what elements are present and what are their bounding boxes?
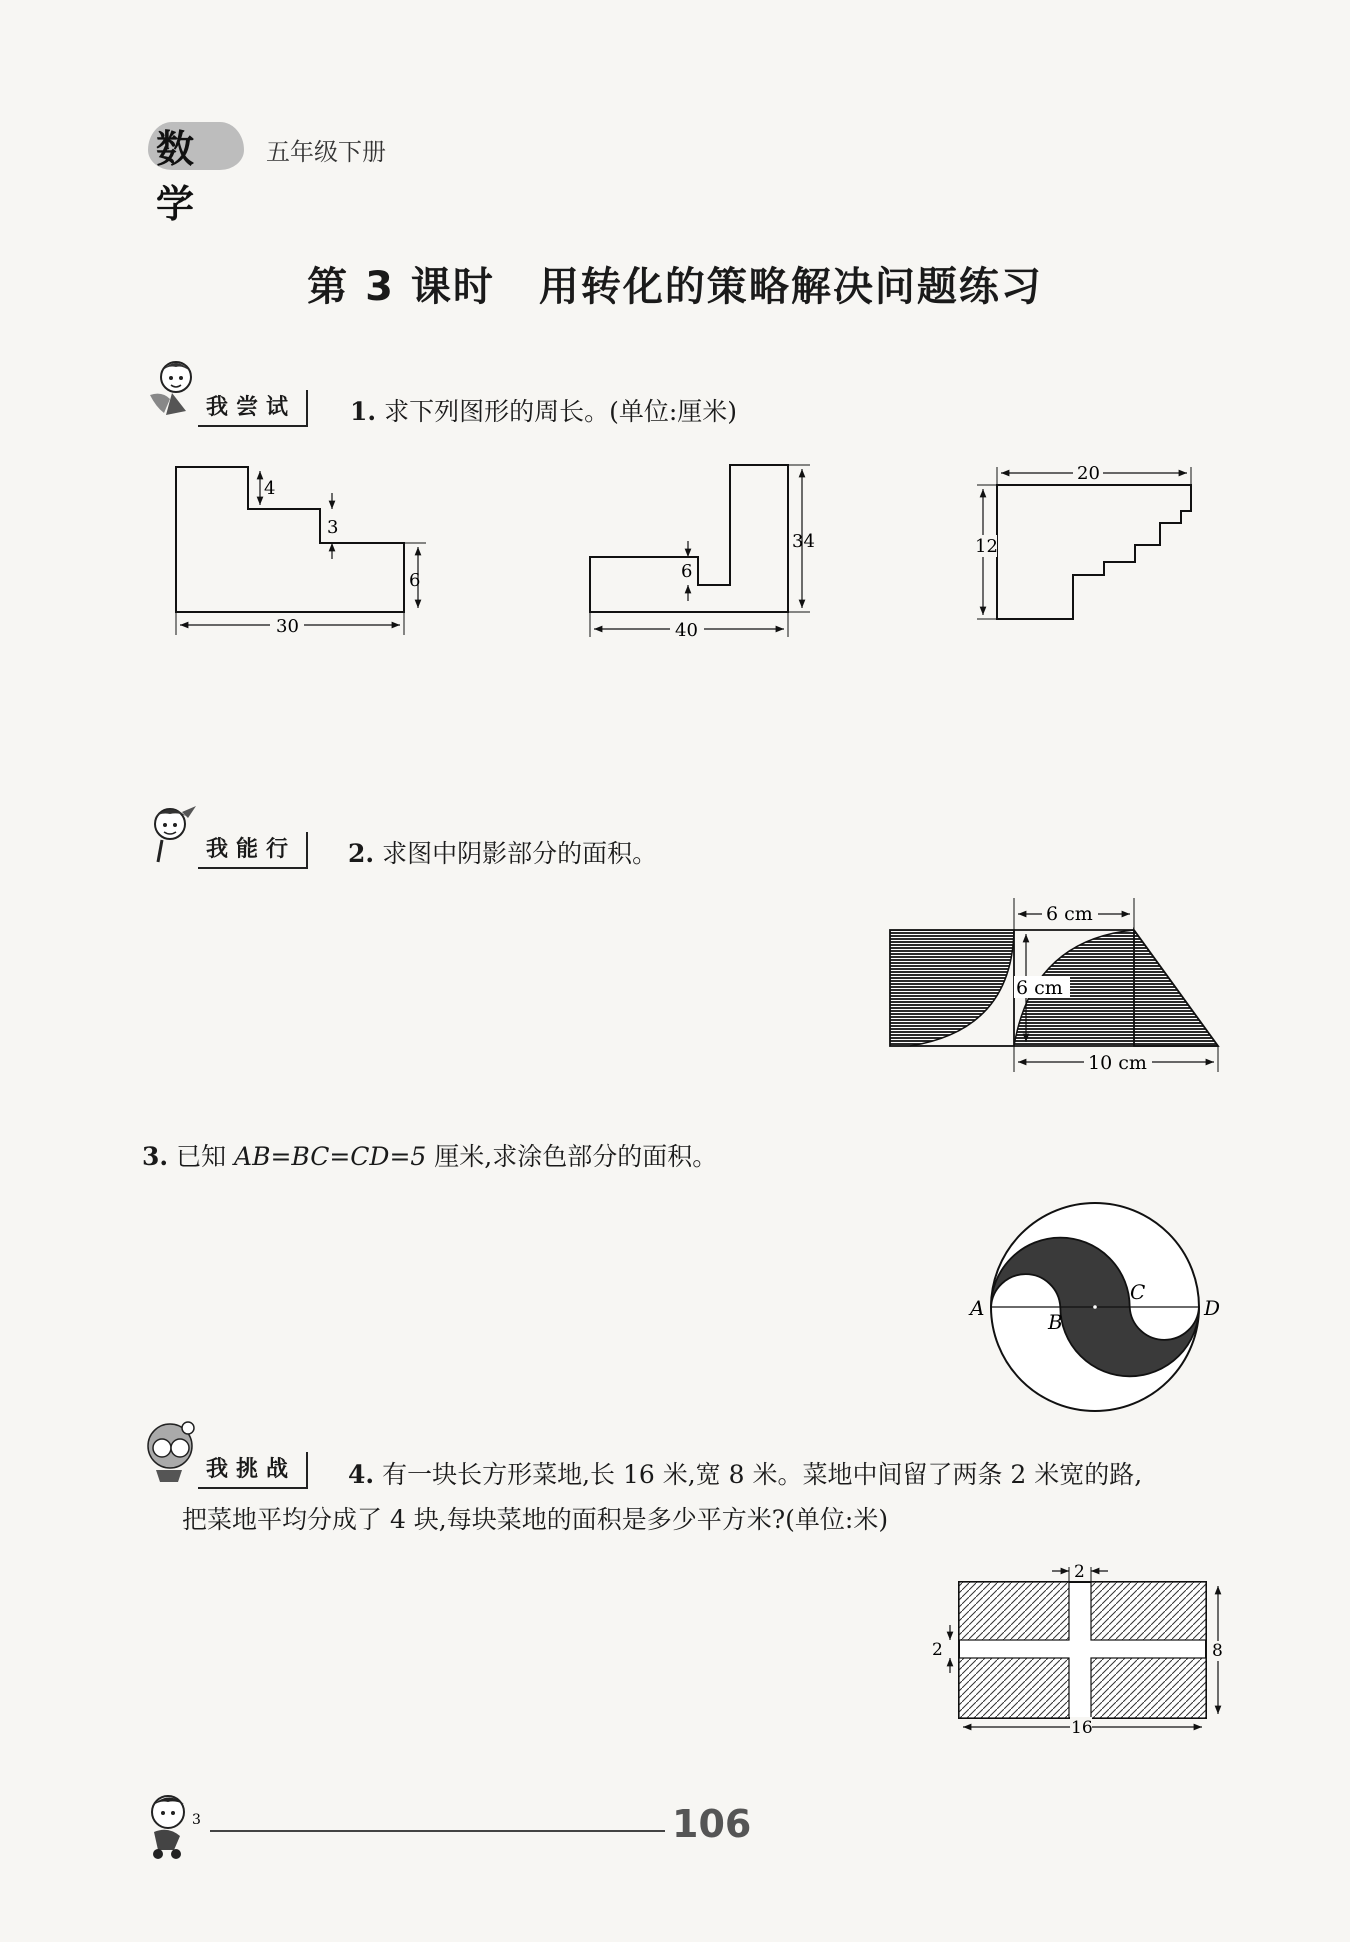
figure-4-plot-2 (1091, 1582, 1206, 1640)
grade-label: 五年级下册 (266, 138, 386, 166)
section-tag-challenge: 我挑战 (198, 1452, 308, 1489)
question-4-text-1: 有一块长方形菜地,长 16 米,宽 8 米。菜地中间留了两条 2 米宽的路, (382, 1460, 1143, 1489)
figure-4-label-width: 8 (1212, 1641, 1223, 1661)
question-4-number: 4. (348, 1460, 375, 1489)
question-3-number: 3. (142, 1142, 169, 1171)
figure-3-label-d: D (1204, 1296, 1220, 1320)
question-3-post: 厘米,求涂色部分的面积。 (426, 1142, 718, 1171)
question-2 (348, 834, 657, 870)
figure-2-label-top: 6 cm (1046, 903, 1093, 925)
mascot-pair-icon (142, 1418, 200, 1484)
question-1 (350, 392, 737, 428)
lesson-number: 第 3 课时 (307, 264, 495, 310)
figure-3-label-b: B (1048, 1310, 1063, 1334)
question-2-number: 2. (348, 839, 375, 868)
lesson-title (0, 255, 1350, 312)
figure-1a-label-3: 3 (327, 517, 339, 538)
figure-4-label-road-v: 2 (1074, 1562, 1085, 1582)
figure-3 (960, 1195, 1220, 1420)
page-number: 106 (672, 1802, 752, 1846)
section-tag-try: 我尝试 (198, 390, 308, 427)
figure-4 (920, 1555, 1230, 1735)
figure-4-plot-1 (959, 1582, 1069, 1640)
figure-1b (570, 455, 840, 655)
figure-3-label-c: C (1130, 1280, 1146, 1304)
figure-3-label-a: A (970, 1296, 985, 1320)
figure-1c (975, 455, 1215, 630)
figure-1a-label-30: 30 (276, 616, 299, 637)
figure-1a-label-4: 4 (264, 478, 276, 499)
figure-1c-shape (997, 485, 1191, 619)
figure-2-label-side: 6 cm (1016, 977, 1063, 999)
question-3-equation: AB=BC=CD=5 (234, 1142, 427, 1171)
figure-4-label-length: 16 (1071, 1718, 1093, 1735)
figure-4-plot-4 (1091, 1658, 1206, 1718)
figure-1b-label-34: 34 (792, 531, 815, 552)
mascot-girl-icon (142, 355, 200, 421)
figure-1c-label-12: 12 (975, 536, 998, 557)
footer-mascot-icon (140, 1790, 210, 1860)
figure-2-label-bottom: 10 cm (1088, 1052, 1147, 1074)
question-3 (142, 1137, 717, 1173)
question-1-number: 1. (350, 397, 377, 426)
question-2-text: 求图中阴影部分的面积。 (382, 839, 658, 868)
figure-4-label-road-h: 2 (932, 1640, 943, 1660)
question-3-pre: 已知 (176, 1142, 235, 1171)
lesson-name: 用转化的策略解决问题练习 (538, 264, 1043, 310)
section-tag-can: 我能行 (198, 832, 308, 869)
subject-title: 数学 (156, 127, 197, 226)
figure-2-shaded-triangle (1134, 930, 1218, 1046)
question-4-line-1 (348, 1455, 1142, 1491)
figure-2-shaded-left (890, 930, 1014, 1046)
figure-1c-label-20: 20 (1077, 463, 1100, 484)
figure-1b-label-40: 40 (675, 620, 698, 641)
figure-4-plot-3 (959, 1658, 1069, 1718)
footer-rule (210, 1830, 665, 1832)
question-1-text: 求下列图形的周长。(单位:厘米) (384, 397, 737, 426)
figure-1a-shape (176, 467, 404, 612)
question-4-line-2: 把菜地平均分成了 4 块,每块菜地的面积是多少平方米?(单位:米) (182, 1505, 889, 1534)
figure-2 (880, 890, 1230, 1080)
figure-1a (160, 455, 450, 645)
figure-1a-label-6: 6 (409, 570, 421, 591)
figure-1b-shape (590, 465, 788, 612)
figure-1b-label-6: 6 (681, 561, 693, 582)
svg-text:3: 3 (192, 1812, 201, 1828)
mascot-boy-icon (142, 800, 200, 866)
